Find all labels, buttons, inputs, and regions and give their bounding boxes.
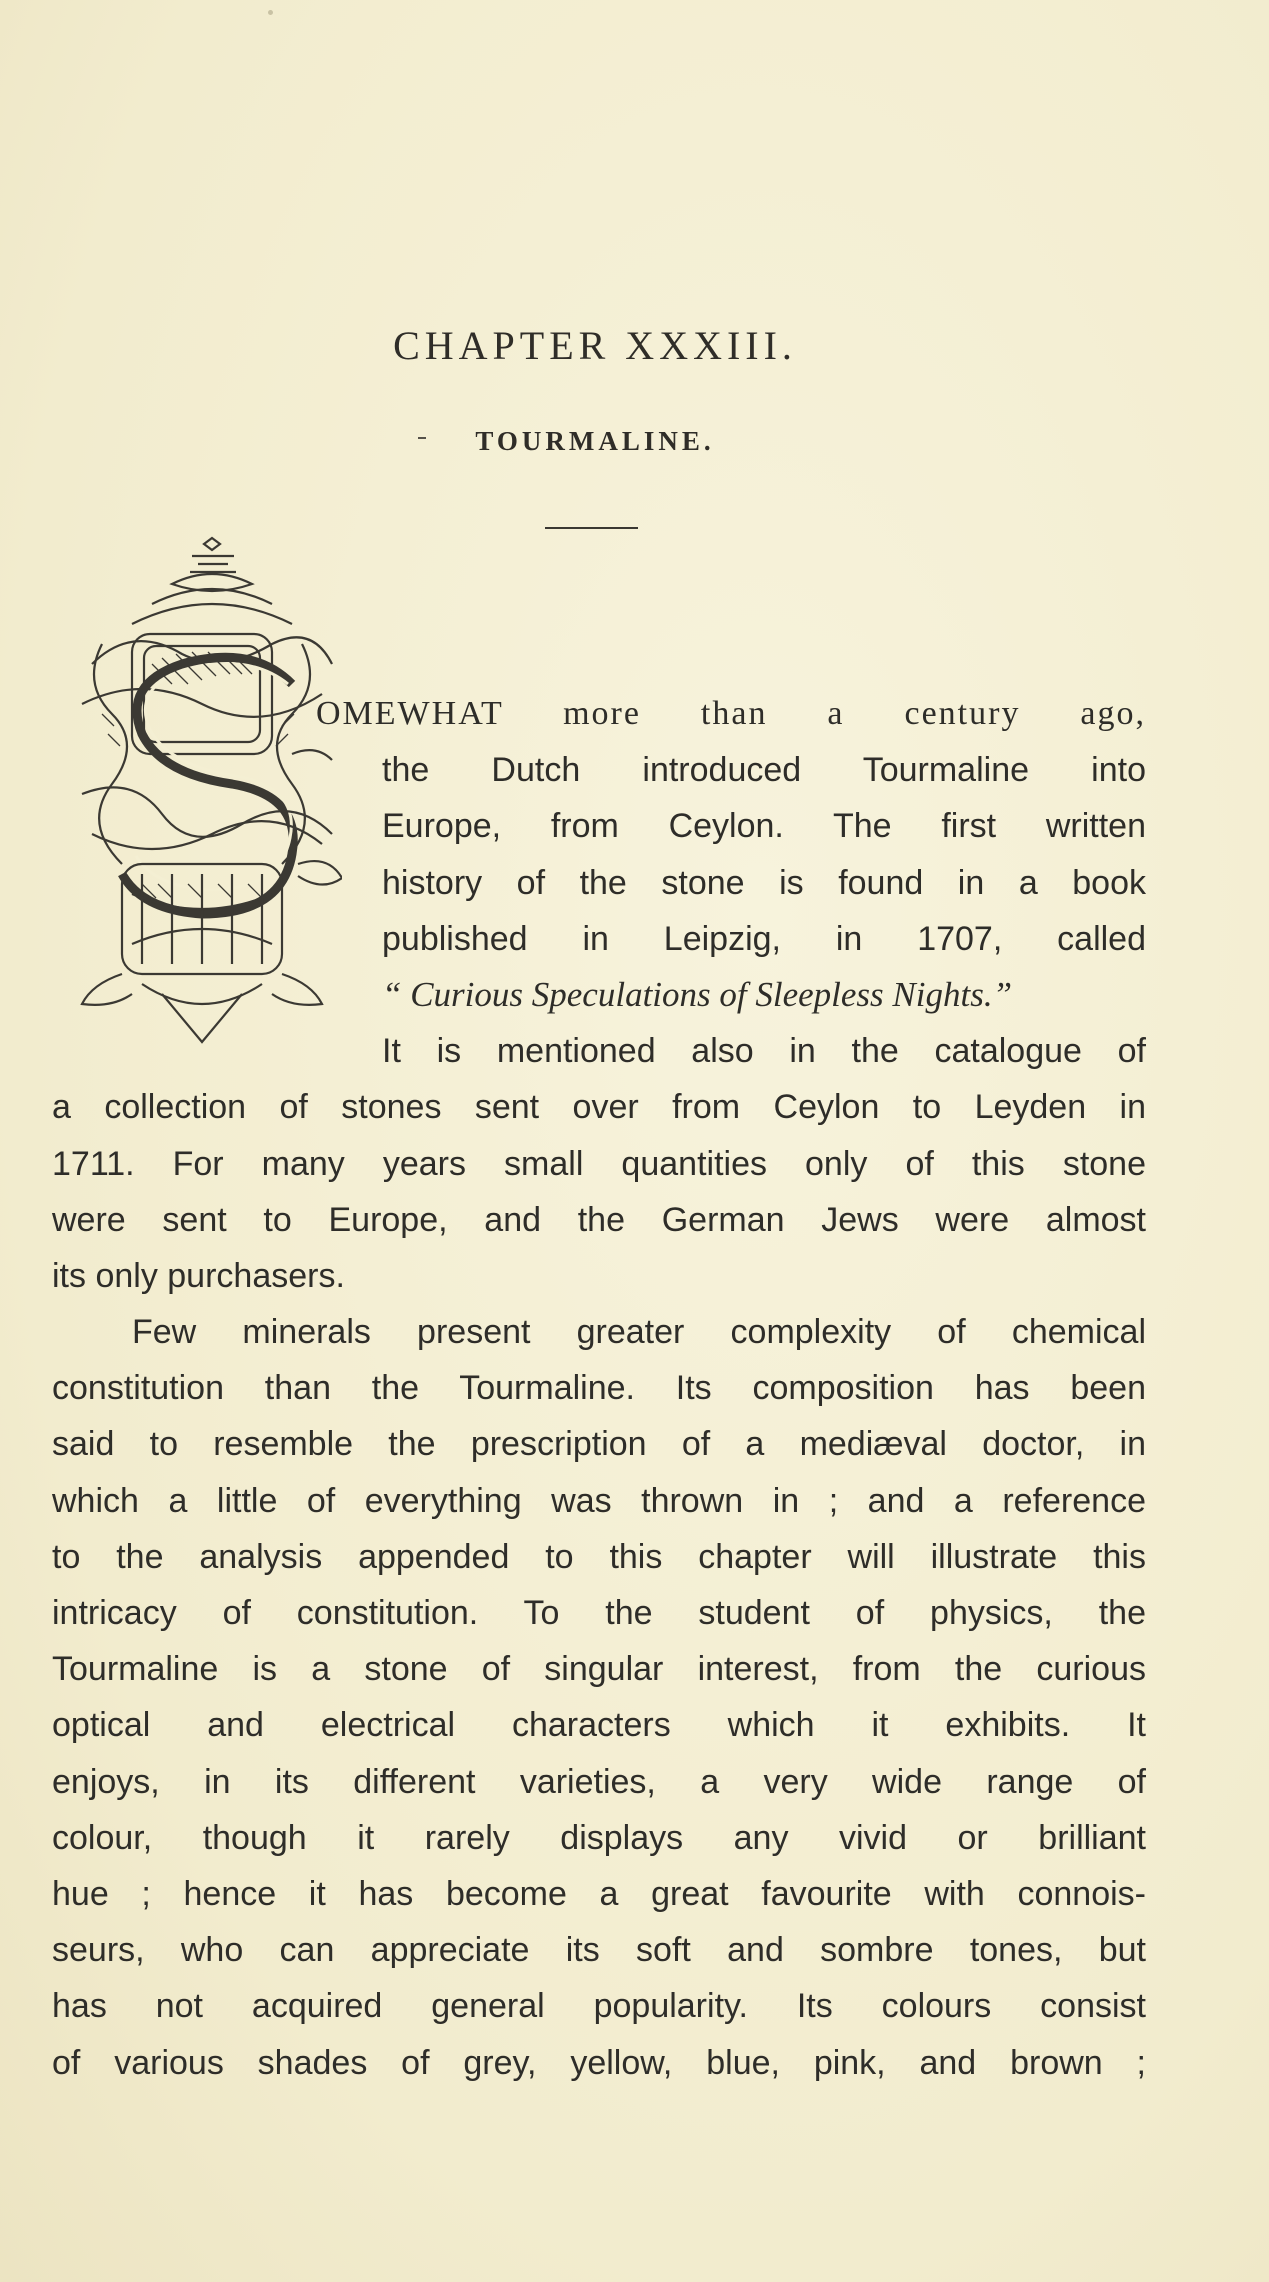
chapter-title: CHAPTER XXXIII. bbox=[393, 323, 797, 368]
line-text: It is mentioned also in the catalogue of bbox=[382, 1032, 1146, 1071]
text-line bbox=[52, 1248, 1146, 1304]
text-line bbox=[52, 2035, 1146, 2091]
line-text: intricacy of constitution. To the student of physics, the bbox=[52, 1594, 1146, 1632]
line-text: 1711. For many years small quantities only of this stone bbox=[52, 1144, 1146, 1183]
title-rule bbox=[545, 527, 638, 529]
text-line bbox=[316, 686, 1146, 742]
line-text: optical and electrical characters which it exhibits. It bbox=[52, 1706, 1146, 1745]
line-text: of various shades of grey, yellow, blue, pink, and brown ; bbox=[52, 2043, 1146, 2082]
text-line bbox=[52, 1754, 1146, 1810]
text-line bbox=[382, 742, 1146, 798]
line-text: has not acquired general popularity. Its colours consist bbox=[52, 1987, 1146, 2026]
text-line bbox=[382, 967, 1146, 1023]
text-line bbox=[52, 1978, 1146, 2034]
line-text: were sent to Europe, and the German Jews were almost bbox=[52, 1200, 1146, 1239]
line-text: seurs, who can appreciate its soft and sombre tones, but bbox=[52, 1931, 1146, 1970]
text-line bbox=[52, 1416, 1146, 1472]
paper-speck bbox=[268, 10, 273, 15]
line-text: colour, though it rarely displays any vivid or brilliant bbox=[52, 1818, 1146, 1857]
book-title-quote: “ Curious Speculations of Sleepless Nights.” bbox=[382, 974, 1013, 1014]
line-text: published in Leipzig, in 1707, called bbox=[382, 919, 1146, 958]
line-text: to the analysis appended to this chapter will illustrate this bbox=[52, 1537, 1146, 1576]
line-text: the Dutch introduced Tourmaline into bbox=[382, 751, 1146, 790]
line-text: constitution than the Tourmaline. Its composition has been bbox=[52, 1369, 1146, 1408]
body-text bbox=[52, 686, 1146, 2091]
text-line bbox=[382, 1023, 1146, 1079]
text-line bbox=[52, 1304, 1146, 1360]
line-text: Tourmaline is a stone of singular interest, from the curious bbox=[52, 1650, 1146, 1689]
text-line bbox=[52, 1810, 1146, 1866]
text-line bbox=[382, 911, 1146, 967]
text-line bbox=[382, 798, 1146, 854]
text-line bbox=[52, 1866, 1146, 1922]
text-line bbox=[52, 1079, 1146, 1135]
text-line bbox=[52, 1922, 1146, 1978]
text-line bbox=[52, 1473, 1146, 1529]
chapter-subtitle: TOURMALINE. bbox=[475, 426, 715, 456]
line-text: Europe, from Ceylon. The first written bbox=[382, 807, 1146, 846]
line-text: history of the stone is found in a book bbox=[382, 863, 1146, 902]
line-text: enjoys, in its different varieties, a very wide range of bbox=[52, 1762, 1146, 1801]
text-line bbox=[52, 1641, 1146, 1697]
line-text: a collection of stones sent over from Ceylon to Leyden in bbox=[52, 1088, 1146, 1127]
text-line bbox=[52, 1529, 1146, 1585]
text-line bbox=[382, 855, 1146, 911]
text-line bbox=[52, 1360, 1146, 1416]
line-text: which a little of everything was thrown in ; and a reference bbox=[52, 1481, 1146, 1520]
line-text: OMEWHAT more than a century ago, bbox=[316, 695, 1146, 732]
text-line bbox=[52, 1136, 1146, 1192]
text-line bbox=[52, 1192, 1146, 1248]
line-text: Few minerals present greater complexity of chemical bbox=[132, 1313, 1146, 1352]
text-line bbox=[52, 1697, 1146, 1753]
line-text: said to resemble the prescription of a mediæval doctor, in bbox=[52, 1425, 1146, 1464]
text-line bbox=[52, 1585, 1146, 1641]
line-text: hue ; hence it has become a great favourite with connois- bbox=[52, 1874, 1146, 1913]
line-text: its only purchasers. bbox=[52, 1256, 345, 1295]
